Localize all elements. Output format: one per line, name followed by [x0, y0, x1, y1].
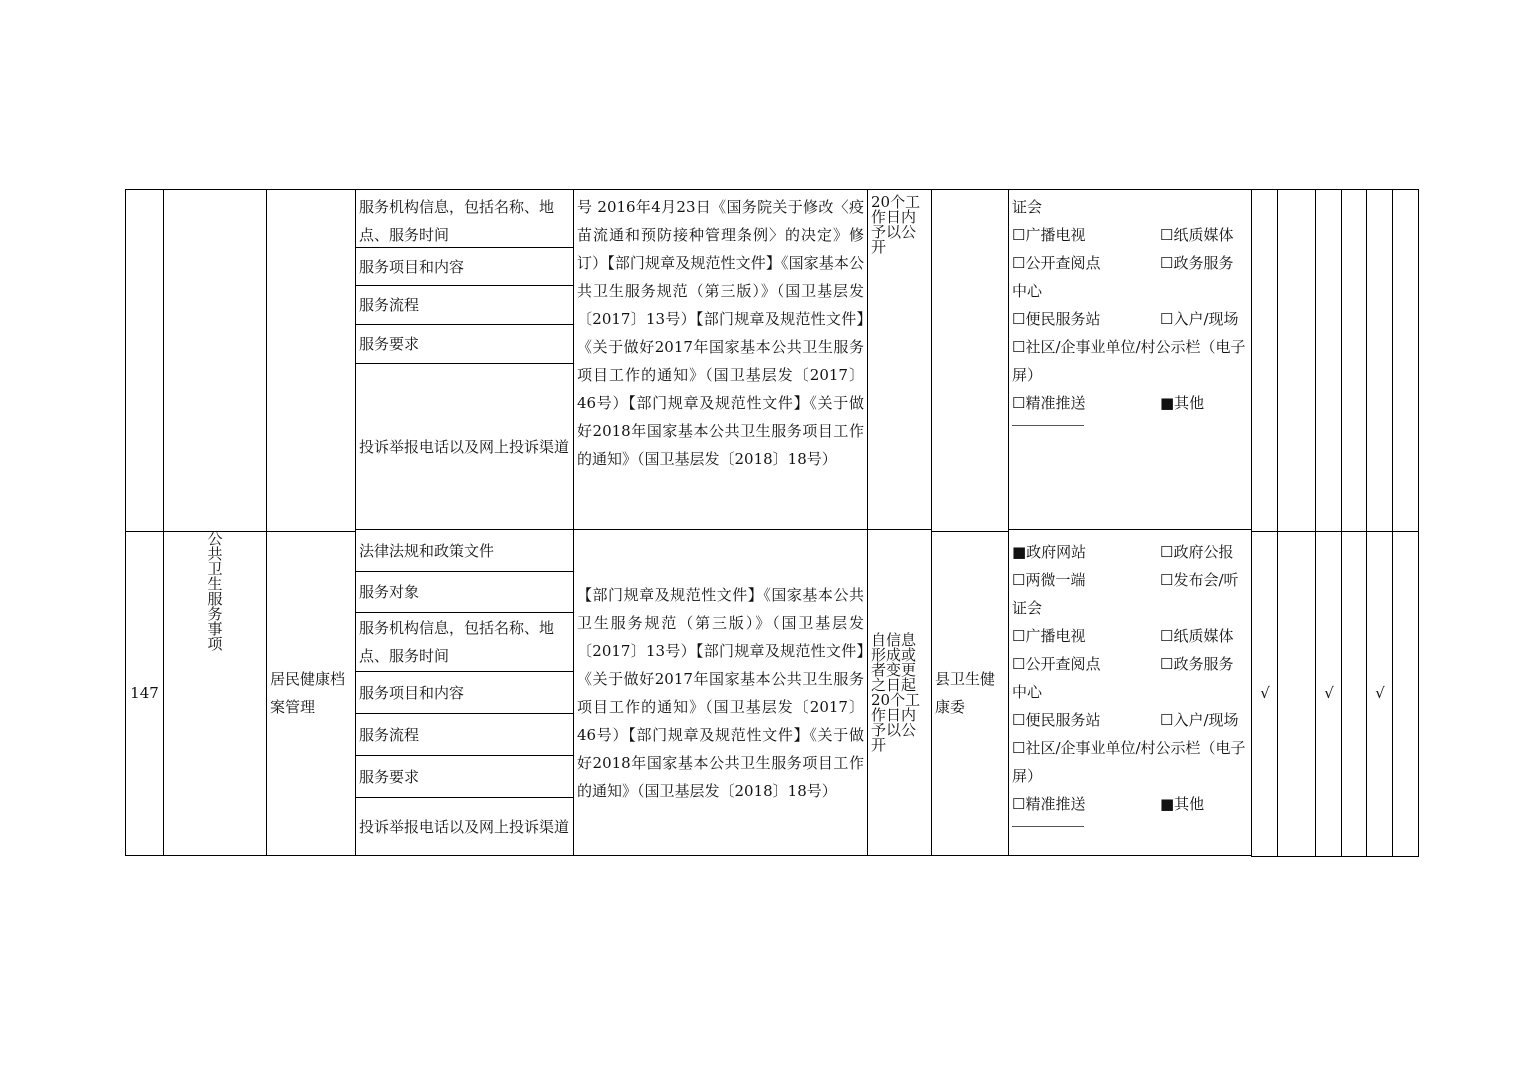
check-col-prev-1 [1251, 189, 1278, 532]
content-item-text: 服务流程 [359, 725, 420, 744]
content-item-text: 服务流程 [359, 296, 420, 314]
disclosure-subject-text: 县卫生健康委 [935, 669, 996, 716]
check-col-3 [1315, 530, 1342, 857]
channel-row [1012, 650, 1248, 678]
content-item-text: 服务要求 [359, 767, 420, 786]
channel-option: ☐精准推送 [1012, 394, 1086, 412]
channel-row [1012, 249, 1248, 277]
legal-basis-text: 【部门规章及规范性文件】《国家基本公共卫生服务规范（第三版）》（国卫基层发〔2017〕13号）【部门规章及规范性文件】《关于做好2017年国家基本公共卫生服务项目工作的通知》（国卫基层发〔2017〕46号）【部门规章及规范性文件】《关于做好2018年国家基本公共卫生服务项目工作的通知》（国卫基层发〔2018〕18号） [577, 585, 864, 800]
blank-underline [1012, 826, 1084, 827]
check-col-6 [1392, 530, 1419, 857]
channel-option: ☐入户/现场 [1160, 711, 1239, 729]
blank-underline [1012, 425, 1084, 426]
legal-basis [573, 530, 867, 856]
content-item-prev-5 [355, 364, 573, 530]
content-item-prev-3 [355, 286, 573, 325]
channel-row [1012, 538, 1248, 566]
channel-option: ☐广播电视 [1012, 226, 1086, 244]
channel-option: ☐纸质媒体 [1160, 226, 1234, 244]
channel-option: ☐政务服务 [1160, 254, 1234, 272]
channel-row [1012, 221, 1248, 249]
channel-text: 中心 [1012, 282, 1043, 300]
channel-row [1012, 389, 1248, 417]
cell-number-prev [125, 189, 164, 532]
channel-option: ☐广播电视 [1012, 627, 1086, 645]
channel-text: ☐社区/企事业单位/村公示栏（电子屏） [1012, 739, 1246, 785]
channel-option: ☐纸质媒体 [1160, 627, 1234, 645]
channel-option: ☐公开查阅点 [1012, 655, 1101, 673]
channel-row [1012, 305, 1248, 333]
content-item-5 [355, 714, 573, 756]
channel-option: ■其他 [1160, 394, 1205, 412]
content-item-1 [355, 530, 573, 572]
category-text: 公共卫生服务事项 [207, 530, 223, 653]
content-item-4 [355, 672, 573, 714]
channel-option: ■其他 [1160, 795, 1205, 813]
channel-option: ☐便民服务站 [1012, 310, 1101, 328]
content-item-text: 投诉举报电话以及网上投诉渠道 [359, 437, 570, 456]
content-item-text: 服务要求 [359, 335, 420, 353]
cell-item-name-prev [266, 189, 356, 532]
content-item-text: 法律法规和政策文件 [359, 541, 495, 560]
channel-option: ☐两微一端 [1012, 571, 1086, 589]
time-limit-text: 自信息形成或者变更之日起20个工作日内予以公开 [871, 630, 921, 754]
content-item-text: 服务项目和内容 [359, 683, 465, 702]
channel-row [1012, 706, 1248, 734]
channel-row [1012, 622, 1248, 650]
content-item-text: 投诉举报电话以及网上投诉渠道 [359, 817, 570, 836]
legal-basis-text: 号 2016年4月23日《国务院关于修改〈疫苗流通和预防接种管理条例〉的决定》修订）【部门规章及规范性文件】《国家基本公共卫生服务规范（第三版）》（国卫基层发〔2017〕13号）【部门规章及规范性文件】《关于做好2017年国家基本公共卫生服务项目工作的通知》（国卫基层发〔2017〕46号）【部门规章及规范性文件】《关于做好2018年国家基本公共卫生服务项目工作的通知》（国卫基层发〔2018〕18号） [577, 198, 864, 468]
content-item-text: 服务机构信息，包括名称、地点、服务时间 [359, 619, 555, 665]
channel-option: ☐入户/现场 [1160, 310, 1239, 328]
check-col-2 [1277, 530, 1316, 857]
time-limit-text: 20个工作日内予以公开 [871, 193, 921, 256]
channel-text: ☐社区/企事业单位/村公示栏（电子屏） [1012, 338, 1246, 384]
content-item-7 [355, 798, 573, 856]
content-item-2 [355, 572, 573, 613]
channel-row [1012, 566, 1248, 594]
channel-option: ☐便民服务站 [1012, 711, 1101, 729]
content-item-prev-1 [355, 189, 573, 248]
channel-text: 证会 [1012, 198, 1043, 216]
cell-category-prev [163, 189, 267, 532]
subject-prev [931, 189, 1009, 532]
check-col-5 [1366, 530, 1393, 857]
channel-option: ■政府网站 [1012, 543, 1087, 561]
time-limit [867, 530, 931, 856]
row-number [125, 530, 163, 856]
check-col-prev-5 [1366, 189, 1393, 532]
channel-option: ☐政府公报 [1160, 543, 1234, 561]
check-mark: √ [1324, 684, 1334, 702]
check-col-prev-6 [1392, 189, 1419, 532]
content-item-text: 服务对象 [359, 583, 420, 601]
content-item-text: 服务项目和内容 [359, 257, 465, 276]
channels [1008, 530, 1251, 856]
channel-text: 证会 [1012, 599, 1043, 617]
content-item-prev-2 [355, 248, 573, 286]
content-item-text: 服务机构信息，包括名称、地点、服务时间 [359, 198, 555, 244]
check-col-4 [1341, 530, 1367, 857]
category-cell [163, 530, 266, 856]
content-item-prev-4 [355, 325, 573, 364]
check-col-prev-3 [1315, 189, 1342, 532]
channel-row [1012, 790, 1248, 818]
check-mark: √ [1260, 684, 1270, 702]
channel-option: ☐发布会/听 [1160, 571, 1239, 589]
time-limit-prev [867, 189, 931, 530]
disclosure-subject [931, 530, 1008, 856]
item-name-text: 居民健康档案管理 [270, 669, 346, 716]
legal-basis-prev [573, 189, 867, 530]
check-mark: √ [1375, 684, 1385, 702]
channel-option: ☐公开查阅点 [1012, 254, 1101, 272]
channels-prev [1008, 189, 1251, 530]
check-col-prev-4 [1341, 189, 1367, 532]
content-item-3 [355, 613, 573, 672]
row-number-text: 147 [130, 683, 159, 702]
channel-option: ☐政务服务 [1160, 655, 1234, 673]
channel-option: ☐精准推送 [1012, 795, 1086, 813]
check-col-1 [1251, 530, 1278, 857]
check-col-prev-2 [1277, 189, 1316, 532]
channel-text: 中心 [1012, 683, 1043, 701]
item-name-cell [266, 530, 355, 856]
content-item-6 [355, 756, 573, 798]
